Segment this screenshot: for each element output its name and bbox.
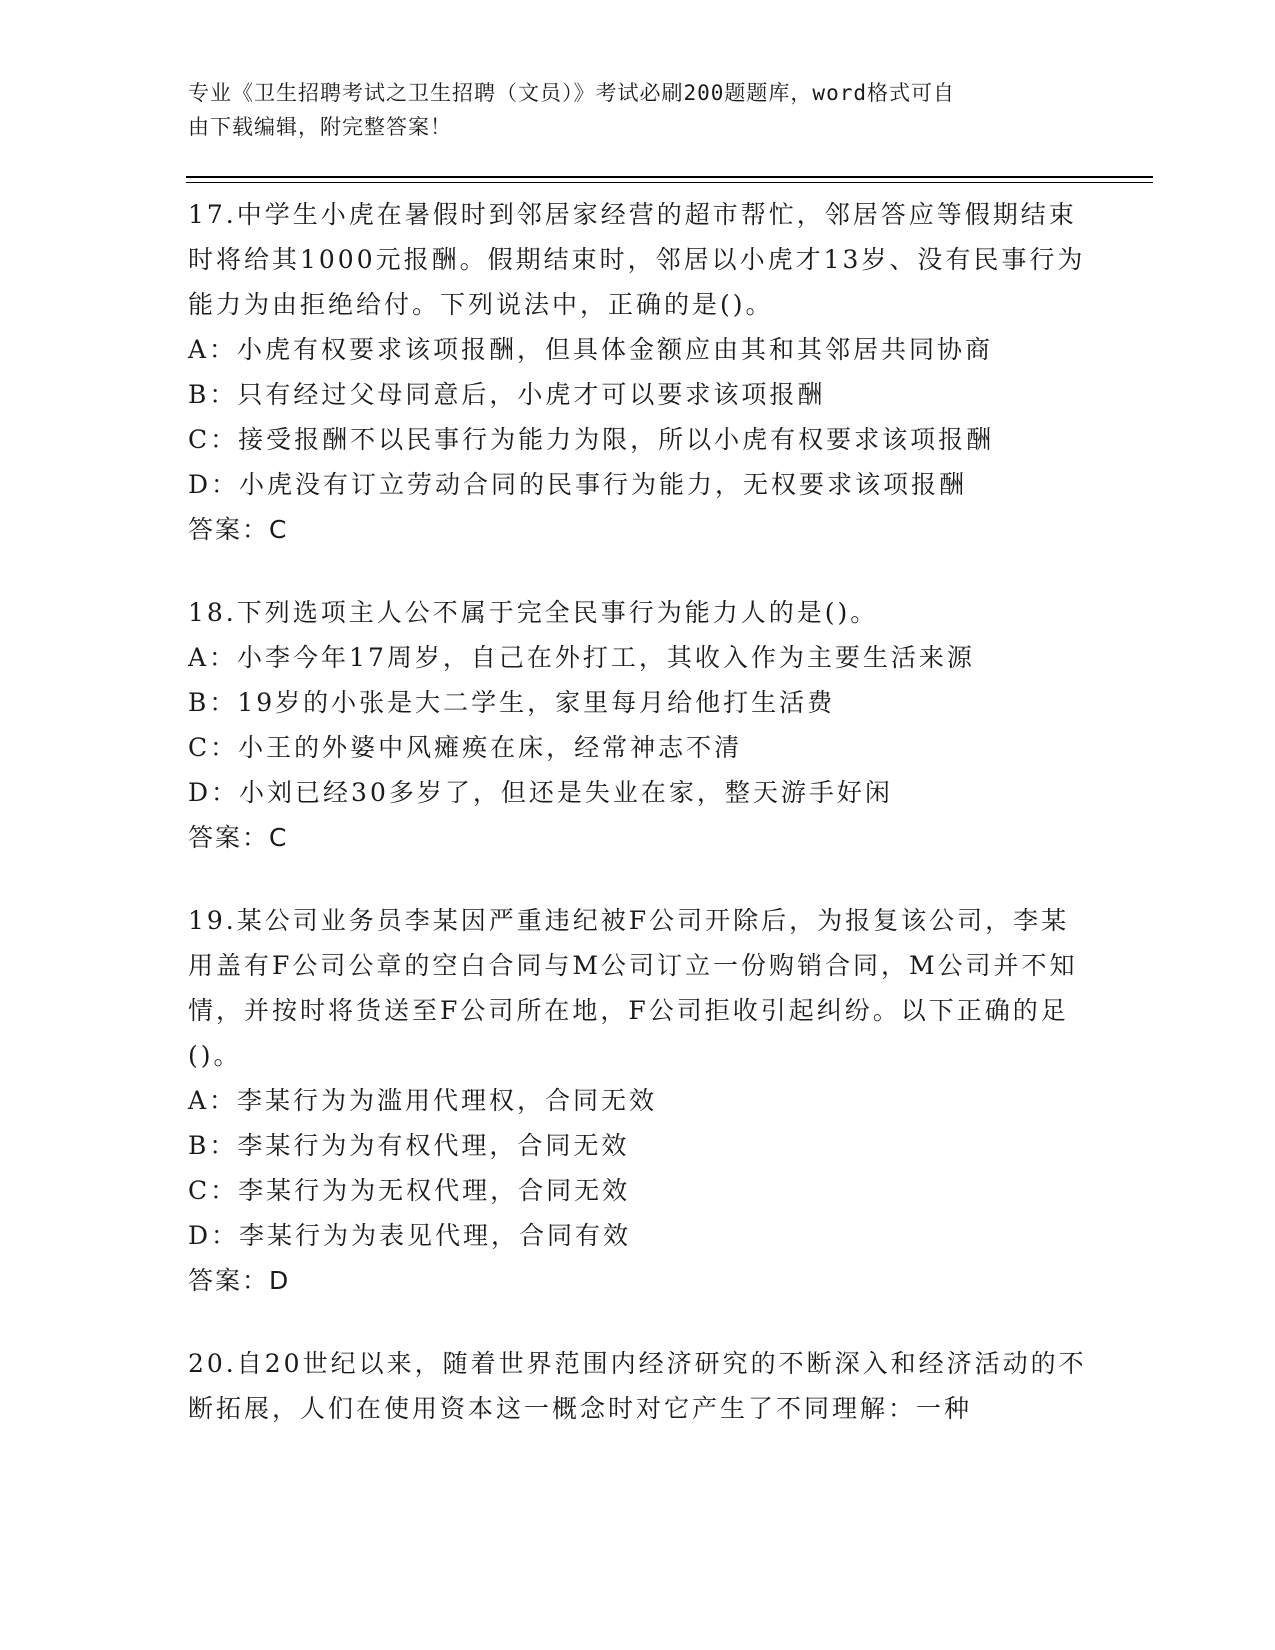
question-stem: 19.某公司业务员李某因严重违纪被F公司开除后，为报复该公司，李某用盖有F公司公章的空白合同与M公司订立一份购销合同，M公司并不知情，并按时将货送至F公司所在地，F公司拒收引起纠纷。以下正确的足()。: [188, 906, 1078, 1070]
question-18: [188, 590, 1088, 860]
answer-line: 答案：D: [188, 1266, 291, 1295]
answer-line: 答案：C: [188, 515, 289, 544]
option-d: D：小虎没有订立劳动合同的民事行为能力，无权要求该项报酬: [188, 470, 968, 499]
question-20: [188, 1341, 1088, 1431]
header-line-2: 由下载编辑，附完整答案！: [188, 115, 452, 139]
header-divider-thin: [186, 182, 1153, 183]
question-stem: 20.自20世纪以来，随着世界范围内经济研究的不断深入和经济活动的不断拓展，人们在使用资本这一概念时对它产生了不同理解：一种: [188, 1349, 1087, 1423]
option-c: C：小王的外婆中风瘫痪在床，经常神志不清: [188, 733, 743, 762]
question-stem: 18.下列选项主人公不属于完全民事行为能力人的是()。: [188, 598, 879, 627]
option-c: C：接受报酬不以民事行为能力为限，所以小虎有权要求该项报酬: [188, 425, 995, 454]
question-stem: 17.中学生小虎在暑假时到邻居家经营的超市帮忙，邻居答应等假期结束时将给其1000元报酬。假期结束时，邻居以小虎才13岁、没有民事行为能力为由拒绝给付。下列说法中，正确的是()。: [188, 200, 1086, 319]
option-b: B：19岁的小张是大二学生，家里每月给他打生活费: [188, 688, 836, 717]
header-line-1: 专业《卫生招聘考试之卫生招聘（文员）》考试必刷200题题库，word格式可自: [188, 81, 955, 105]
option-a: A：小虎有权要求该项报酬，但具体金额应由其和其邻居共同协商: [188, 335, 994, 364]
option-b: B：李某行为为有权代理，合同无效: [188, 1131, 630, 1160]
question-list: [188, 192, 1088, 1469]
document-header: [188, 76, 1068, 144]
header-divider-thick: [186, 176, 1153, 178]
option-c: C：李某行为为无权代理，合同无效: [188, 1176, 631, 1205]
answer-line: 答案：C: [188, 823, 289, 852]
question-17: [188, 192, 1088, 552]
option-b: B：只有经过父母同意后，小虎才可以要求该项报酬: [188, 380, 826, 409]
option-d: D：李某行为为表见代理，合同有效: [188, 1221, 632, 1250]
option-d: D：小刘已经30多岁了，但还是失业在家，整天游手好闲: [188, 778, 893, 807]
question-19: [188, 898, 1088, 1303]
option-a: A：小李今年17周岁，自己在外打工，其收入作为主要生活来源: [188, 643, 975, 672]
option-a: A：李某行为为滥用代理权，合同无效: [188, 1086, 658, 1115]
